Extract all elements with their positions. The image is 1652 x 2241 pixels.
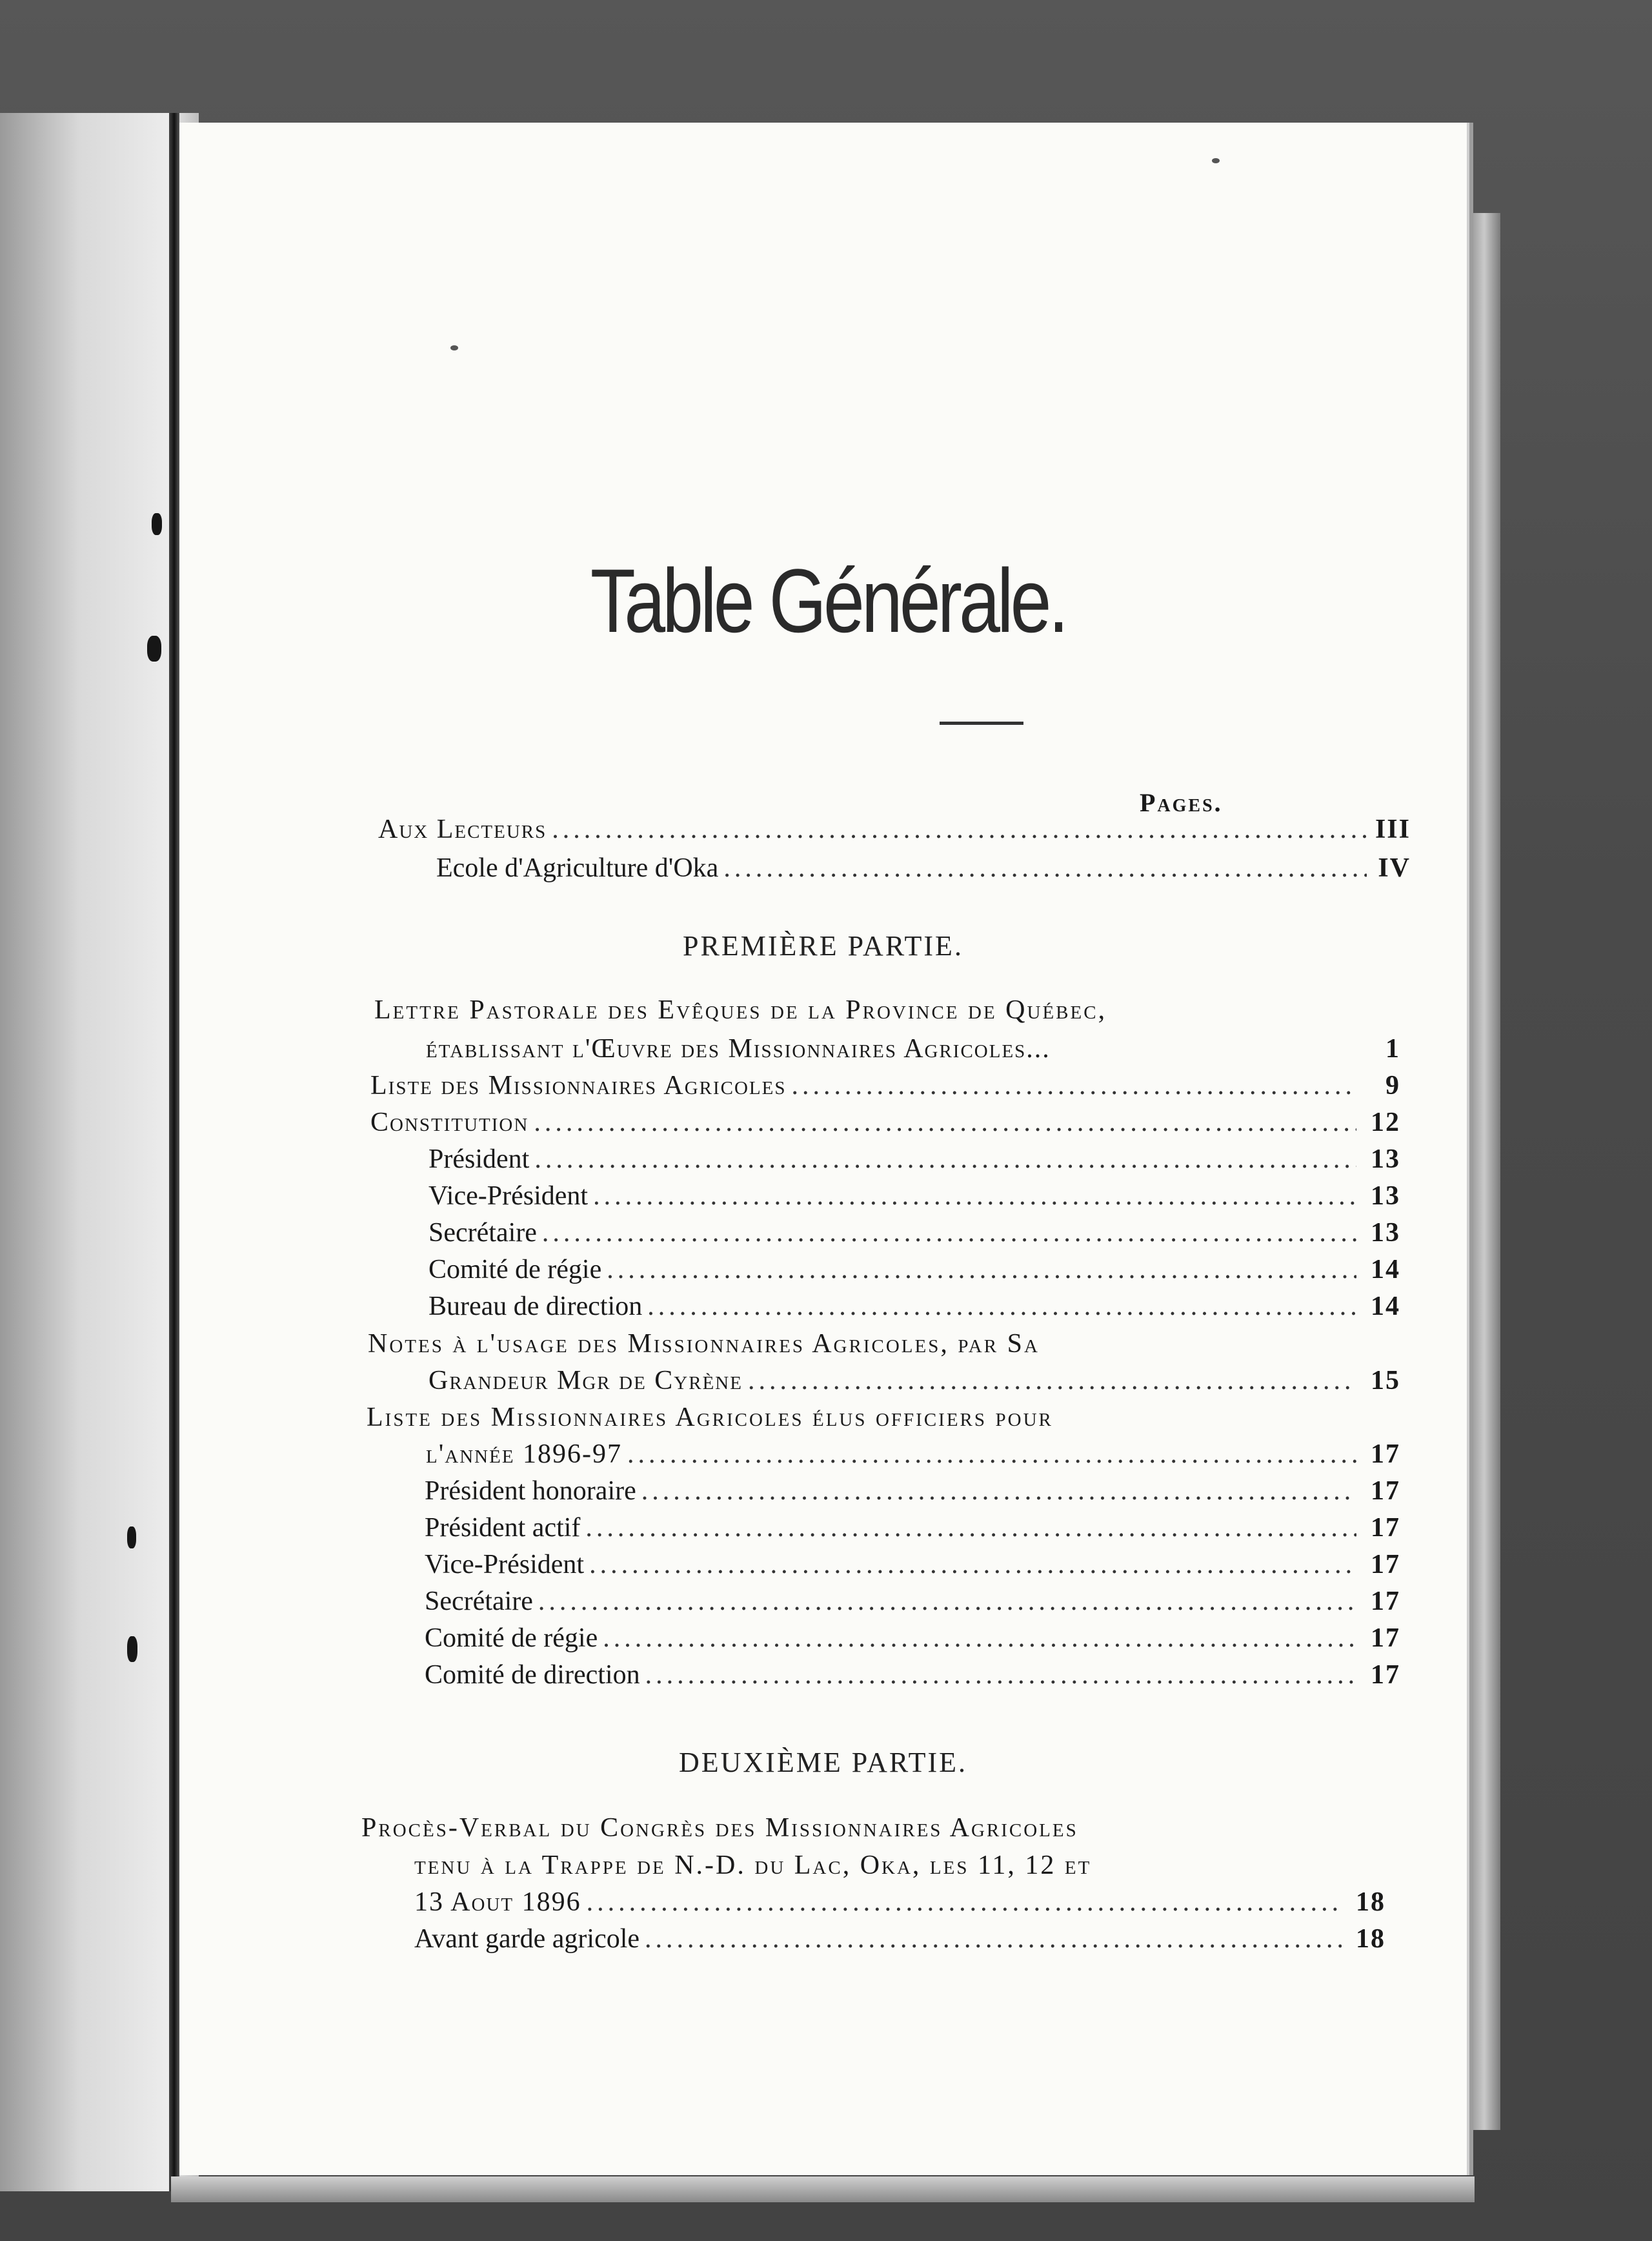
dot-leader xyxy=(607,1250,1356,1289)
binding-hole xyxy=(127,1526,136,1548)
toc-entry xyxy=(428,1213,1400,1252)
toc-entry-title: l'année 1896-97 xyxy=(426,1439,623,1469)
toc-entry xyxy=(425,1582,1400,1621)
toc-entry-page: 17 xyxy=(1371,1587,1400,1616)
pages-column-header: Pages. xyxy=(1140,788,1223,817)
dot-leader xyxy=(645,1656,1356,1694)
toc-entry-title: établissant l'Œuvre des Missionnaires Agricoles... xyxy=(426,1034,1051,1064)
dot-leader xyxy=(645,1920,1342,1958)
dot-leader xyxy=(647,1287,1356,1326)
dot-leader xyxy=(534,1140,1356,1179)
part2-heading: DEUXIÈME PARTIE. xyxy=(678,1747,968,1778)
part1-heading: PREMIÈRE PARTIE. xyxy=(683,930,963,962)
toc-entry-page: 13 xyxy=(1371,1218,1400,1248)
page-bottom-edge xyxy=(171,2176,1475,2202)
toc-entry-page: 17 xyxy=(1371,1623,1400,1653)
toc-entry xyxy=(428,1361,1400,1400)
toc-entry-page: 9 xyxy=(1385,1071,1400,1100)
dot-leader xyxy=(587,1883,1342,1922)
toc-entry-title: Grandeur Mgr de Cyrène xyxy=(428,1366,743,1395)
toc-entry-title: Secrétaire xyxy=(428,1218,537,1248)
ink-speck xyxy=(450,345,458,350)
toc-entry-page: 17 xyxy=(1371,1439,1400,1469)
toc-entry xyxy=(414,1920,1385,1958)
toc-entry-line: Notes à l'usage des Missionnaires Agricoles, par Sa xyxy=(368,1329,1040,1359)
dot-leader xyxy=(552,810,1367,849)
toc-entry-page: 13 xyxy=(1371,1181,1400,1211)
toc-entry-page: 17 xyxy=(1371,1513,1400,1543)
dot-leader xyxy=(593,1177,1356,1215)
toc-entry xyxy=(426,1435,1400,1474)
toc-entry-page: 12 xyxy=(1371,1108,1400,1137)
dot-leader xyxy=(585,1508,1356,1547)
dot-leader xyxy=(641,1472,1356,1510)
toc-entry xyxy=(428,1177,1400,1215)
toc-entry-page: 13 xyxy=(1371,1144,1400,1174)
dot-leader xyxy=(589,1545,1356,1584)
dot-leader xyxy=(542,1213,1356,1252)
toc-entry xyxy=(370,1103,1400,1142)
toc-entry-page: 14 xyxy=(1371,1255,1400,1284)
toc-entry-title: Aux Lecteurs xyxy=(378,815,547,844)
toc-entry-page: 18 xyxy=(1356,1887,1385,1917)
dot-leader xyxy=(748,1361,1356,1400)
toc-entry xyxy=(428,1140,1400,1179)
toc-entry-page: 17 xyxy=(1371,1476,1400,1506)
toc-entry-page: IV xyxy=(1378,853,1411,883)
toc-entry-title: 13 Aout 1896 xyxy=(414,1887,581,1917)
binding-hole xyxy=(147,636,161,662)
page-stack-edge xyxy=(1468,213,1500,2130)
toc-entry-title: Président honoraire xyxy=(425,1476,636,1506)
toc-entry xyxy=(428,1287,1400,1326)
toc-entry-line: tenu à la Trappe de N.-D. du Lac, Oka, les 11, 12 et xyxy=(414,1851,1092,1880)
toc-entry-page: 18 xyxy=(1356,1924,1385,1954)
toc-entry-page: III xyxy=(1375,815,1411,844)
binding-hole xyxy=(127,1636,137,1662)
toc-entry xyxy=(428,1250,1400,1289)
dot-leader xyxy=(538,1582,1356,1621)
toc-entry xyxy=(414,1883,1385,1922)
toc-entry-page: 14 xyxy=(1371,1292,1400,1321)
toc-entry xyxy=(370,1066,1400,1105)
toc-entry-title: Secrétaire xyxy=(425,1587,533,1616)
page-title: Table Générale. xyxy=(590,550,1066,651)
toc-entry-title: Comité de régie xyxy=(425,1623,598,1653)
toc-entry-title: Président xyxy=(428,1144,530,1174)
dot-leader xyxy=(723,849,1367,887)
toc-entry-line: Liste des Missionnaires Agricoles élus officiers pour xyxy=(367,1403,1053,1432)
toc-entry-title: Avant garde agricole xyxy=(414,1924,640,1954)
binding-hole xyxy=(152,513,162,535)
toc-entry xyxy=(378,810,1411,849)
toc-entry-title: Bureau de direction xyxy=(428,1292,643,1321)
dot-leader xyxy=(627,1435,1356,1474)
toc-entry-line: Lettre Pastorale des Evêques de la Province de Québec, xyxy=(374,995,1107,1025)
toc-entry xyxy=(426,1029,1400,1068)
toc-entry-title: Comité de régie xyxy=(428,1255,602,1284)
toc-entry xyxy=(425,1656,1400,1694)
title-rule xyxy=(940,722,1023,725)
toc-entry-page: 17 xyxy=(1371,1660,1400,1690)
toc-entry xyxy=(425,1508,1400,1547)
toc-entry-page: 17 xyxy=(1371,1550,1400,1579)
toc-entry-title: Président actif xyxy=(425,1513,581,1543)
toc-entry-title: Liste des Missionnaires Agricoles xyxy=(370,1071,787,1100)
dot-leader xyxy=(792,1066,1357,1105)
toc-entry xyxy=(425,1619,1400,1658)
toc-entry-title: Comité de direction xyxy=(425,1660,640,1690)
toc-entry-page: 1 xyxy=(1385,1034,1400,1064)
toc-entry-title: Vice-Président xyxy=(425,1550,585,1579)
page-content xyxy=(179,123,1467,2175)
toc-entry-title: Ecole d'Agriculture d'Oka xyxy=(436,853,719,883)
toc-entry-line: Procès-Verbal du Congrès des Missionnaires Agricoles xyxy=(361,1813,1078,1843)
dot-leader xyxy=(603,1619,1356,1658)
dot-leader xyxy=(534,1103,1356,1142)
ink-speck xyxy=(1212,158,1220,163)
toc-entry-title: Vice-Président xyxy=(428,1181,589,1211)
toc-entry-page: 15 xyxy=(1371,1366,1400,1395)
book-spine xyxy=(169,113,179,2191)
toc-entry xyxy=(425,1472,1400,1510)
toc-entry xyxy=(425,1545,1400,1584)
toc-entry xyxy=(436,849,1411,887)
document-page xyxy=(179,123,1467,2175)
toc-entry-title: Constitution xyxy=(370,1108,529,1137)
